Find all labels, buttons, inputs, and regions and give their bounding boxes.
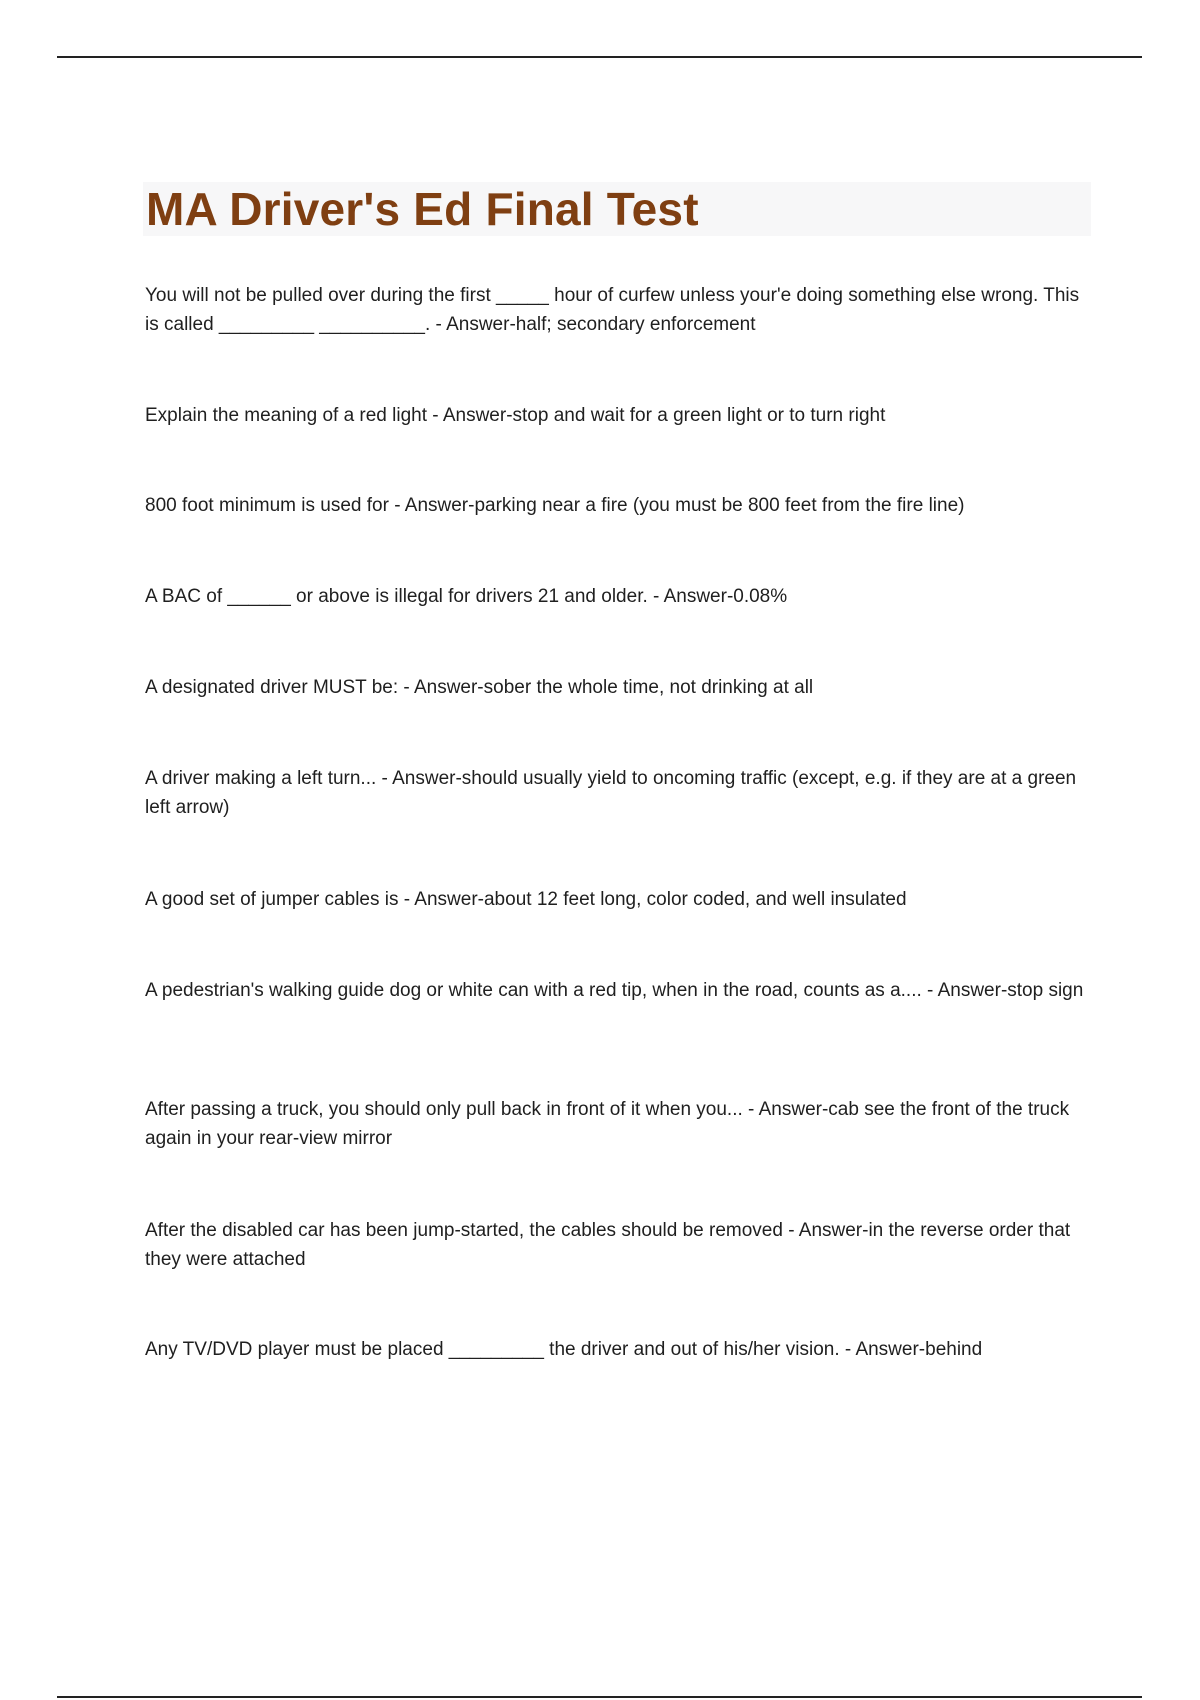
top-rule bbox=[57, 56, 1142, 58]
list-item bbox=[145, 281, 1095, 339]
list-item bbox=[145, 976, 1095, 1005]
qa-text: A BAC of ______ or above is illegal for drivers 21 and older. - Answer-0.08% bbox=[145, 586, 788, 607]
list-item bbox=[145, 764, 1095, 822]
qa-text: After the disabled car has been jump-started, the cables should be removed - Answer-in the reverse order that they were attached bbox=[145, 1220, 1071, 1270]
qa-text: A designated driver MUST be: - Answer-sober the whole time, not drinking at all bbox=[145, 677, 814, 698]
list-item bbox=[145, 491, 1095, 520]
bottom-rule bbox=[57, 1696, 1142, 1698]
list-item bbox=[145, 1335, 1095, 1364]
page-title: MA Driver's Ed Final Test bbox=[146, 183, 699, 235]
qa-text: A pedestrian's walking guide dog or white can with a red tip, when in the road, counts as a.... - Answer-stop sign bbox=[145, 980, 1084, 1001]
list-item bbox=[145, 401, 1095, 430]
qa-text: You will not be pulled over during the first _____ hour of curfew unless your'e doing something else wrong. This is called _________ __________. - Answer-half; secondary enforcement bbox=[145, 285, 1080, 335]
qa-text: 800 foot minimum is used for - Answer-parking near a fire (you must be 800 feet from the fire line) bbox=[145, 495, 965, 516]
qa-text: Explain the meaning of a red light - Answer-stop and wait for a green light or to turn right bbox=[145, 405, 886, 426]
list-item bbox=[145, 582, 1095, 611]
qa-text: A good set of jumper cables is - Answer-about 12 feet long, color coded, and well insulated bbox=[145, 889, 907, 910]
qa-text: After passing a truck, you should only pull back in front of it when you... - Answer-cab see the front of the truck again in your rear-view mirror bbox=[145, 1099, 1070, 1149]
list-item bbox=[145, 1216, 1095, 1274]
qa-text: A driver making a left turn... - Answer-should usually yield to oncoming traffic (except, e.g. if they are at a green left arrow) bbox=[145, 768, 1077, 818]
list-item bbox=[145, 885, 1095, 914]
list-item bbox=[145, 1095, 1095, 1153]
list-item bbox=[145, 673, 1095, 702]
qa-text: Any TV/DVD player must be placed _________ the driver and out of his/her vision. - Answer-behind bbox=[145, 1339, 983, 1360]
